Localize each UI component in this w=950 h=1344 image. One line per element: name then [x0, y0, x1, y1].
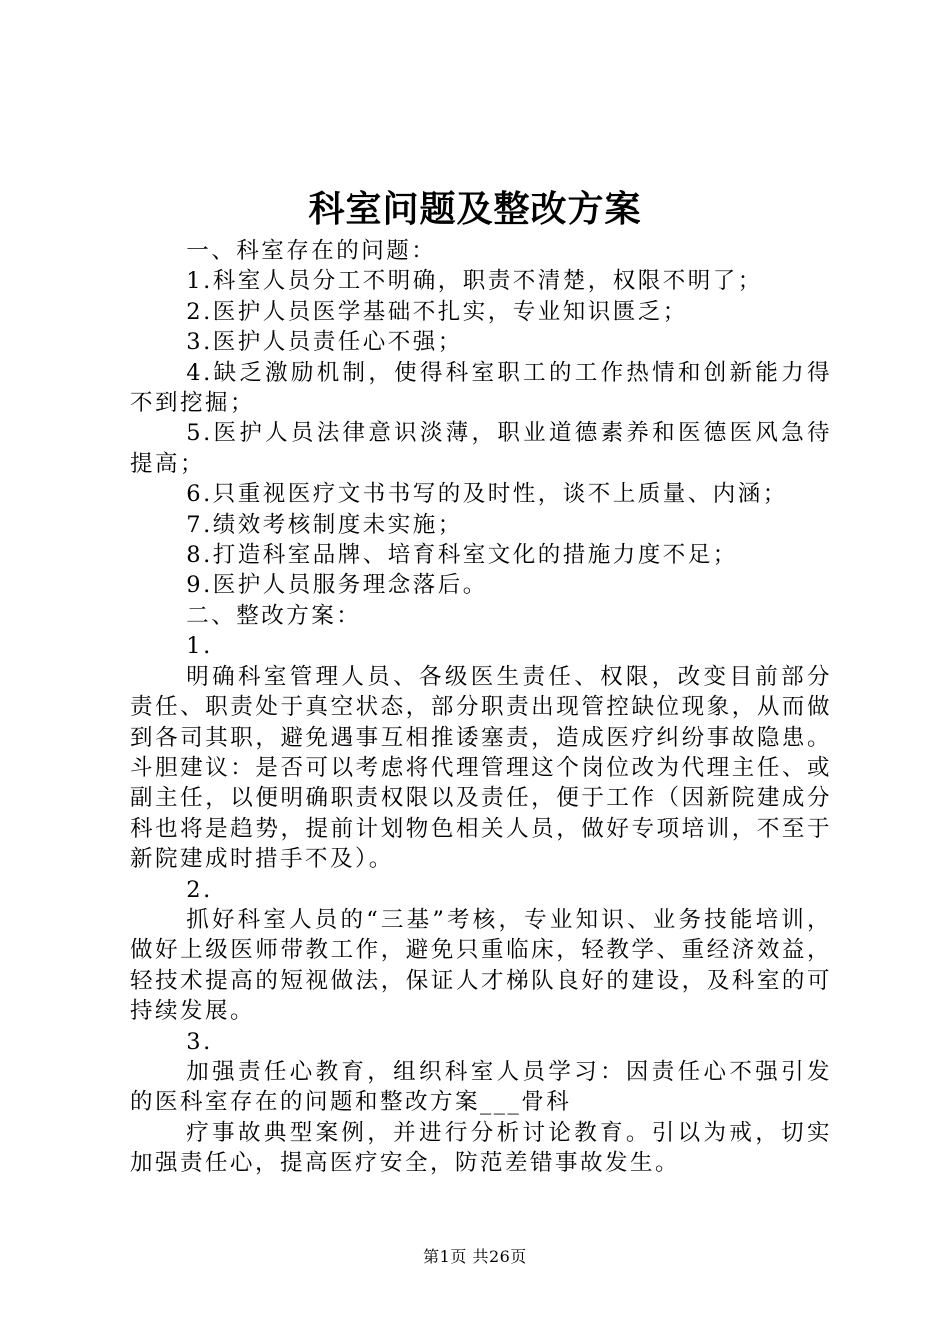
problem-item-2: 2.医护人员医学基础不扎实，专业知识匮乏； [186, 298, 688, 325]
plan-paragraph-2: 抓好科室人员的“三基”考核，专业知识、业务技能培训，做好上级医师带教工作，避免只重临床，轻教学、重经济效益，轻技术提高的短视做法，保证人才梯队良好的建设，及科室的可持续发展。 [130, 906, 832, 1025]
problem-item-6: 6.只重视医疗文书书写的及时性，谈不上质量、内涵； [186, 481, 788, 508]
page-footer: 第1页 共26页 [423, 1247, 527, 1266]
problem-item-1: 1.科室人员分工不明确，职责不清楚，权限不明了； [186, 268, 763, 295]
plan-paragraph-1: 明确科室管理人员、各级医生责任、权限，改变目前部分责任、职责处于真空状态，部分职责出现管控缺位现象，从而做到各司其职，避免遇事互相推诿塞责，造成医疗纠纷事故隐患。斗胆建议：是否可以考虑将代理管理这个岗位改为代理主任、或副主任，以便明确职责权限以及责任，便于工作（因新院建成分科也将是趋势，提前计划物色相关人员，做好专项培训，不至于新院建成时措手不及）。 [130, 663, 832, 873]
plan-paragraph-3: 加强责任心教育，组织科室人员学习：因责任心不强引发的医科室存在的问题和整改方案___骨科 [130, 1058, 832, 1116]
plan-number-2: 2. [186, 876, 213, 903]
plan-number-3: 3. [186, 1028, 213, 1055]
section-heading-plan: 二、整改方案： [186, 602, 362, 629]
problem-item-3: 3.医护人员责任心不强； [186, 329, 463, 356]
problem-item-7: 7.绩效考核制度未实施； [186, 511, 463, 538]
plan-number-1: 1. [186, 633, 213, 660]
document-body [130, 236, 832, 1179]
section-heading-problems: 一、科室存在的问题： [186, 238, 437, 264]
problem-item-8: 8.打造科室品牌、培育科室文化的措施力度不足； [186, 542, 738, 569]
plan-paragraph-3-continued: 疗事故典型案例，并进行分析讨论教育。引以为戒，切实加强责任心，提高医疗安全，防范差错事故发生。 [130, 1119, 832, 1177]
problem-item-5: 5.医护人员法律意识淡薄，职业道德素养和医德医风急待提高； [130, 420, 832, 477]
problem-item-9: 9.医护人员服务理念落后。 [186, 572, 488, 599]
document-title: 科室问题及整改方案 [308, 188, 642, 230]
problem-item-4: 4.缺乏激励机制，使得科室职工的工作热情和创新能力得不到挖掘； [130, 359, 832, 417]
